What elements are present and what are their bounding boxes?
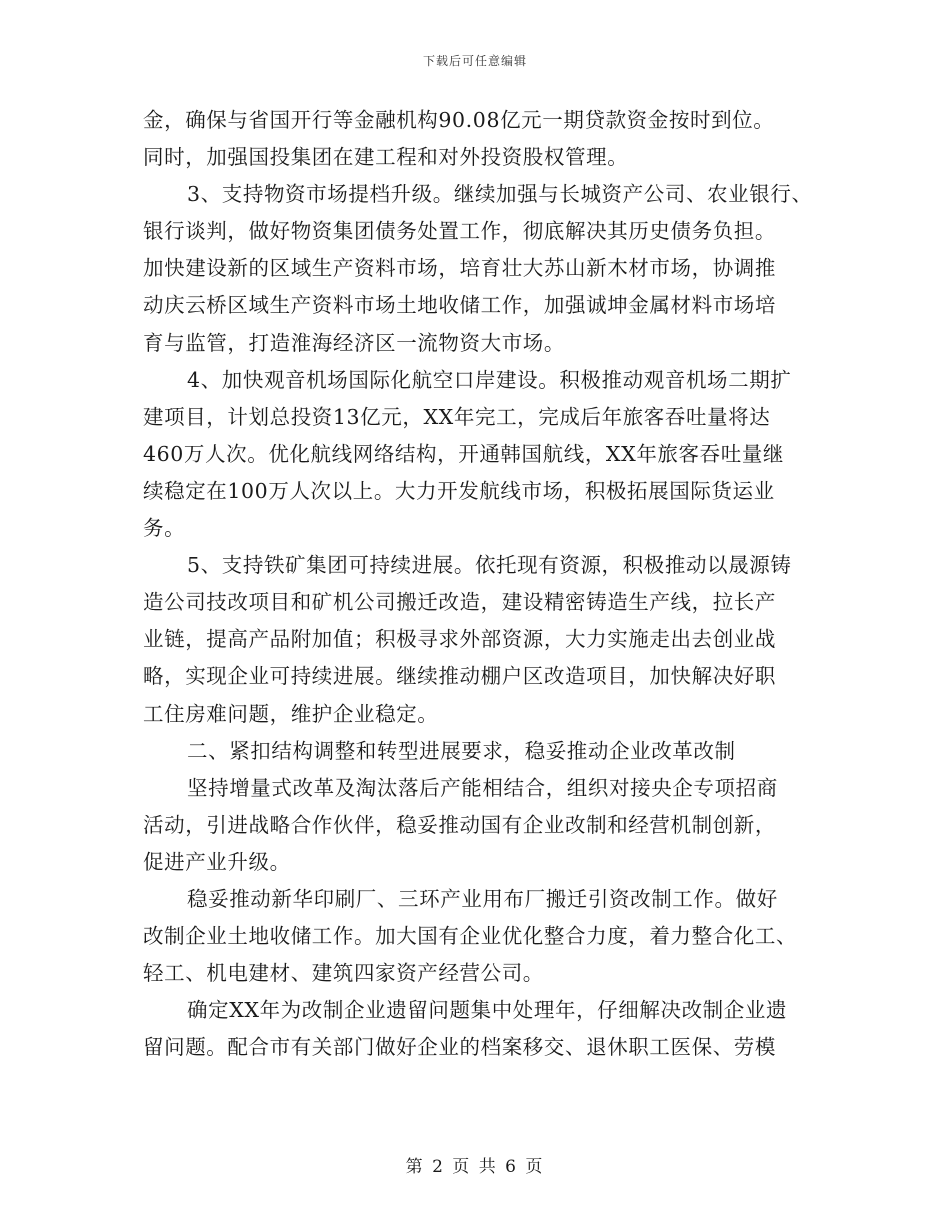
text-line: 确定XX年为改制企业遗留问题集中处理年，仔细解决改制企业遗: [187, 998, 788, 1023]
text-line: 动庆云桥区域生产资料市场土地收储工作，加强诚坤金属材料市场培: [143, 293, 776, 318]
text-line: 改制企业土地收储工作。加大国有企业优化整合力度，着力整合化工、: [143, 924, 798, 949]
text-line: 工住房难问题，维护企业稳定。: [143, 701, 439, 726]
text-line: 业链，提高产品附加值；积极寻求外部资源，大力实施走出去创业战: [143, 627, 776, 652]
text-line: 4、加快观音机场国际化航空口岸建设。积极推动观音机场二期扩: [187, 367, 792, 392]
text-line: 轻工、机电建材、建筑四家资产经营公司。: [143, 961, 544, 986]
text-line: 5、支持铁矿集团可持续进展。依托现有资源，积极推动以晟源铸: [187, 553, 792, 578]
text-line: 略，实现企业可持续进展。继续推动棚户区改造项目，加快解决好职: [143, 664, 776, 689]
text-line: 建项目，计划总投资13亿元，XX年完工，完成后年旅客吞吐量将达: [143, 404, 771, 429]
text-line: 加快建设新的区域生产资料市场，培育壮大苏山新木材市场，协调推: [143, 256, 776, 281]
text-line: 续稳定在100万人次以上。大力开发航线市场，积极拓展国际货运业: [143, 478, 775, 503]
document-body: [143, 102, 843, 1066]
text-line: 银行谈判，做好物资集团债务处置工作，彻底解决其历史债务负担。: [143, 219, 776, 244]
text-line: 育与监管，打造淮海经济区一流物资大市场。: [143, 330, 565, 355]
text-line: 坚持增量式改革及淘汰落后产能相结合，组织对接央企专项招商: [187, 775, 778, 800]
text-line: 促进产业升级。: [143, 849, 291, 874]
text-line: 金，确保与省国开行等金融机构90.08亿元一期贷款资金按时到位。: [143, 108, 775, 132]
text-line: 460万人次。优化航线网络结构，开通韩国航线，XX年旅客吞吐量继: [143, 441, 785, 466]
text-line: 造公司技改项目和矿机公司搬迁改造，建设精密铸造生产线，拉长产: [143, 590, 776, 615]
text-line: 同时，加强国投集团在建工程和对外投资股权管理。: [143, 145, 629, 170]
text-line: 活动，引进战略合作伙伴，稳妥推动国有企业改制和经营机制创新，: [143, 812, 776, 837]
text-line: 3、支持物资市场提档升级。继续加强与长城资产公司、农业银行、: [187, 182, 813, 207]
section-heading: 二、紧扣结构调整和转型进展要求，稳妥推动企业改革改制: [187, 738, 736, 763]
page-header: 下载后可任意编辑: [422, 54, 527, 68]
text-line: 留问题。配合市有关部门做好企业的档案移交、退休职工医保、劳模: [143, 1035, 776, 1060]
text-line: 稳妥推动新华印刷厂、三环产业用布厂搬迁引资改制工作。做好: [187, 886, 778, 911]
page-number: 第 2 页 共 6 页: [405, 1157, 545, 1177]
text-line: 务。: [143, 516, 186, 541]
